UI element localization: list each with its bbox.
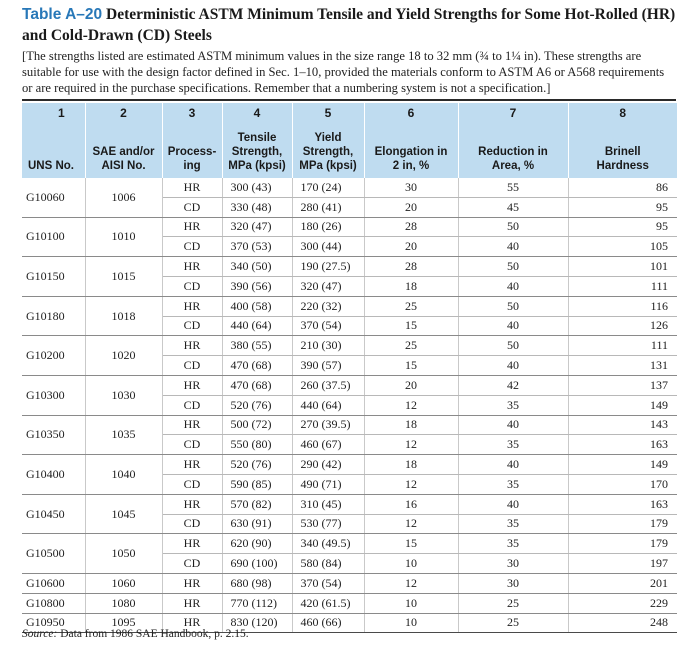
yield-strength: 370 (54) (292, 316, 364, 336)
uns-number: G10100 (22, 217, 85, 257)
yield-strength: 190 (27.5) (292, 257, 364, 277)
elongation: 16 (364, 494, 458, 514)
uns-number: G10350 (22, 415, 85, 455)
column-number-6: 6 (364, 103, 458, 123)
table-row (22, 296, 677, 316)
column-number-7: 7 (458, 103, 568, 123)
brinell-hardness: 86 (568, 178, 677, 197)
tensile-strength: 320 (47) (222, 217, 292, 237)
column-number-8: 8 (568, 103, 677, 123)
yield-strength: 260 (37.5) (292, 375, 364, 395)
brinell-hardness: 116 (568, 296, 677, 316)
uns-number: G10150 (22, 257, 85, 297)
yield-strength: 390 (57) (292, 356, 364, 376)
brinell-hardness: 137 (568, 375, 677, 395)
reduction-in-area: 40 (458, 316, 568, 336)
elongation: 18 (364, 455, 458, 475)
reduction-in-area: 30 (458, 573, 568, 593)
reduction-in-area: 40 (458, 494, 568, 514)
brinell-hardness: 95 (568, 197, 677, 217)
sae-aisi-number: 1080 (85, 593, 162, 613)
reduction-in-area: 40 (458, 276, 568, 296)
tensile-strength: 380 (55) (222, 336, 292, 356)
processing: HR (162, 257, 222, 277)
brinell-hardness: 179 (568, 514, 677, 534)
reduction-in-area: 40 (458, 415, 568, 435)
brinell-hardness: 101 (568, 257, 677, 277)
elongation: 15 (364, 534, 458, 554)
elongation: 12 (364, 435, 458, 455)
tensile-strength: 690 (100) (222, 554, 292, 574)
column-label-row (22, 123, 677, 178)
elongation: 15 (364, 356, 458, 376)
table-row (22, 375, 677, 395)
elongation: 18 (364, 415, 458, 435)
yield-strength: 490 (71) (292, 474, 364, 494)
steel-strength-table (22, 103, 677, 633)
yield-strength: 180 (26) (292, 217, 364, 237)
tensile-strength: 330 (48) (222, 197, 292, 217)
yield-strength: 320 (47) (292, 276, 364, 296)
reduction-in-area: 45 (458, 197, 568, 217)
brinell-hardness: 111 (568, 276, 677, 296)
table-header (22, 103, 677, 178)
brinell-hardness: 229 (568, 593, 677, 613)
reduction-in-area: 50 (458, 217, 568, 237)
tensile-strength: 570 (82) (222, 494, 292, 514)
processing: CD (162, 237, 222, 257)
brinell-hardness: 163 (568, 435, 677, 455)
reduction-in-area: 25 (458, 613, 568, 633)
yield-strength: 280 (41) (292, 197, 364, 217)
uns-number: G10950 (22, 613, 85, 633)
column-number-1: 1 (22, 103, 85, 123)
table-row (22, 336, 677, 356)
yield-strength: 220 (32) (292, 296, 364, 316)
elongation: 10 (364, 554, 458, 574)
reduction-in-area: 30 (458, 554, 568, 574)
brinell-hardness: 170 (568, 474, 677, 494)
processing: HR (162, 415, 222, 435)
reduction-in-area: 35 (458, 514, 568, 534)
uns-number: G10400 (22, 455, 85, 495)
tensile-strength: 770 (112) (222, 593, 292, 613)
elongation: 28 (364, 257, 458, 277)
reduction-in-area: 42 (458, 375, 568, 395)
table-caption: Deterministic ASTM Minimum Tensile and Yield Strengths for Some Hot-Rolled (HR) and Cold-Drawn (CD) Steels (22, 6, 676, 44)
column-header-7: Reduction in Area, % (458, 123, 568, 178)
elongation: 25 (364, 336, 458, 356)
processing: HR (162, 217, 222, 237)
brinell-hardness: 126 (568, 316, 677, 336)
processing: HR (162, 534, 222, 554)
column-number-3: 3 (162, 103, 222, 123)
uns-number: G10450 (22, 494, 85, 534)
tensile-strength: 470 (68) (222, 356, 292, 376)
table-row (22, 593, 677, 613)
reduction-in-area: 40 (458, 455, 568, 475)
brinell-hardness: 149 (568, 395, 677, 415)
processing: CD (162, 554, 222, 574)
sae-aisi-number: 1018 (85, 296, 162, 336)
reduction-in-area: 55 (458, 178, 568, 197)
table-row (22, 573, 677, 593)
reduction-in-area: 25 (458, 593, 568, 613)
table-row (22, 534, 677, 554)
uns-number: G10600 (22, 573, 85, 593)
processing: CD (162, 474, 222, 494)
table-number: Table A–20 (22, 6, 103, 23)
brinell-hardness: 95 (568, 217, 677, 237)
processing: CD (162, 395, 222, 415)
elongation: 18 (364, 276, 458, 296)
column-header-6: Elongation in 2 in, % (364, 123, 458, 178)
processing: CD (162, 197, 222, 217)
yield-strength: 460 (67) (292, 435, 364, 455)
uns-number: G10300 (22, 375, 85, 415)
uns-number: G10060 (22, 178, 85, 217)
processing: HR (162, 455, 222, 475)
column-number-2: 2 (85, 103, 162, 123)
brinell-hardness: 105 (568, 237, 677, 257)
tensile-strength: 620 (90) (222, 534, 292, 554)
yield-strength: 270 (39.5) (292, 415, 364, 435)
column-number-4: 4 (222, 103, 292, 123)
processing: CD (162, 435, 222, 455)
tensile-strength: 520 (76) (222, 395, 292, 415)
column-header-4: Tensile Strength, MPa (kpsi) (222, 123, 292, 178)
elongation: 20 (364, 375, 458, 395)
tensile-strength: 340 (50) (222, 257, 292, 277)
reduction-in-area: 50 (458, 336, 568, 356)
table-row (22, 217, 677, 237)
tensile-strength: 440 (64) (222, 316, 292, 336)
tensile-strength: 400 (58) (222, 296, 292, 316)
brinell-hardness: 197 (568, 554, 677, 574)
brinell-hardness: 143 (568, 415, 677, 435)
column-number-5: 5 (292, 103, 364, 123)
elongation: 20 (364, 237, 458, 257)
brinell-hardness: 163 (568, 494, 677, 514)
elongation: 28 (364, 217, 458, 237)
uns-number: G10500 (22, 534, 85, 574)
yield-strength: 580 (84) (292, 554, 364, 574)
column-number-row (22, 103, 677, 123)
tensile-strength: 370 (53) (222, 237, 292, 257)
processing: CD (162, 276, 222, 296)
column-header-5: Yield Strength, MPa (kpsi) (292, 123, 364, 178)
elongation: 30 (364, 178, 458, 197)
table-title (22, 4, 682, 46)
source-label: Source: (22, 628, 58, 640)
processing: HR (162, 573, 222, 593)
processing: HR (162, 593, 222, 613)
tensile-strength: 550 (80) (222, 435, 292, 455)
sae-aisi-number: 1050 (85, 534, 162, 574)
brinell-hardness: 201 (568, 573, 677, 593)
tensile-strength: 520 (76) (222, 455, 292, 475)
yield-strength: 460 (66) (292, 613, 364, 633)
column-header-2: SAE and/or AISI No. (85, 123, 162, 178)
tensile-strength: 390 (56) (222, 276, 292, 296)
yield-strength: 440 (64) (292, 395, 364, 415)
tensile-strength: 300 (43) (222, 178, 292, 197)
processing: HR (162, 613, 222, 633)
processing: HR (162, 296, 222, 316)
reduction-in-area: 35 (458, 395, 568, 415)
processing: CD (162, 356, 222, 376)
processing: CD (162, 514, 222, 534)
brinell-hardness: 149 (568, 455, 677, 475)
processing: HR (162, 336, 222, 356)
elongation: 12 (364, 395, 458, 415)
processing: HR (162, 178, 222, 197)
table-row (22, 257, 677, 277)
table-row (22, 415, 677, 435)
uns-number: G10200 (22, 336, 85, 376)
table-note (22, 48, 676, 96)
source-text: Data from 1986 SAE Handbook, p. 2.15. (60, 628, 249, 640)
table-body (22, 178, 677, 633)
sae-aisi-number: 1045 (85, 494, 162, 534)
tensile-strength: 470 (68) (222, 375, 292, 395)
sae-aisi-number: 1015 (85, 257, 162, 297)
sae-aisi-number: 1095 (85, 613, 162, 633)
brinell-hardness: 248 (568, 613, 677, 633)
table-row (22, 455, 677, 475)
table-row (22, 494, 677, 514)
processing: CD (162, 316, 222, 336)
column-header-1: UNS No. (22, 123, 85, 178)
tensile-strength: 590 (85) (222, 474, 292, 494)
reduction-in-area: 35 (458, 534, 568, 554)
reduction-in-area: 40 (458, 356, 568, 376)
elongation: 10 (364, 593, 458, 613)
uns-number: G10180 (22, 296, 85, 336)
elongation: 10 (364, 613, 458, 633)
elongation: 12 (364, 573, 458, 593)
elongation: 12 (364, 474, 458, 494)
reduction-in-area: 35 (458, 474, 568, 494)
yield-strength: 170 (24) (292, 178, 364, 197)
reduction-in-area: 50 (458, 257, 568, 277)
source-note (22, 628, 249, 640)
elongation: 15 (364, 316, 458, 336)
column-header-8: Brinell Hardness (568, 123, 677, 178)
reduction-in-area: 35 (458, 435, 568, 455)
elongation: 12 (364, 514, 458, 534)
sae-aisi-number: 1020 (85, 336, 162, 376)
brinell-hardness: 179 (568, 534, 677, 554)
sae-aisi-number: 1060 (85, 573, 162, 593)
elongation: 20 (364, 197, 458, 217)
yield-strength: 340 (49.5) (292, 534, 364, 554)
tensile-strength: 830 (120) (222, 613, 292, 633)
note-divider (22, 99, 676, 101)
yield-strength: 310 (45) (292, 494, 364, 514)
reduction-in-area: 50 (458, 296, 568, 316)
sae-aisi-number: 1040 (85, 455, 162, 495)
yield-strength: 530 (77) (292, 514, 364, 534)
yield-strength: 290 (42) (292, 455, 364, 475)
sae-aisi-number: 1035 (85, 415, 162, 455)
yield-strength: 370 (54) (292, 573, 364, 593)
processing: HR (162, 375, 222, 395)
yield-strength: 210 (30) (292, 336, 364, 356)
sae-aisi-number: 1030 (85, 375, 162, 415)
elongation: 25 (364, 296, 458, 316)
table-row (22, 178, 677, 197)
tensile-strength: 500 (72) (222, 415, 292, 435)
table-note-text: [The strengths listed are estimated ASTM minimum values in the size range 18 to 32 mm (¾ to 1¼ in). These strengths are suitable for use with the design factor defined in Sec. 1–10, provided the materials conform to ASTM A6 or A568 requirements or are required in the purchase specifications. Remember that a numbering system is not a specification.] (22, 49, 665, 95)
column-header-3: Process- ing (162, 123, 222, 178)
uns-number: G10800 (22, 593, 85, 613)
processing: HR (162, 494, 222, 514)
brinell-hardness: 111 (568, 336, 677, 356)
brinell-hardness: 131 (568, 356, 677, 376)
tensile-strength: 630 (91) (222, 514, 292, 534)
yield-strength: 300 (44) (292, 237, 364, 257)
sae-aisi-number: 1010 (85, 217, 162, 257)
sae-aisi-number: 1006 (85, 178, 162, 217)
reduction-in-area: 40 (458, 237, 568, 257)
tensile-strength: 680 (98) (222, 573, 292, 593)
yield-strength: 420 (61.5) (292, 593, 364, 613)
